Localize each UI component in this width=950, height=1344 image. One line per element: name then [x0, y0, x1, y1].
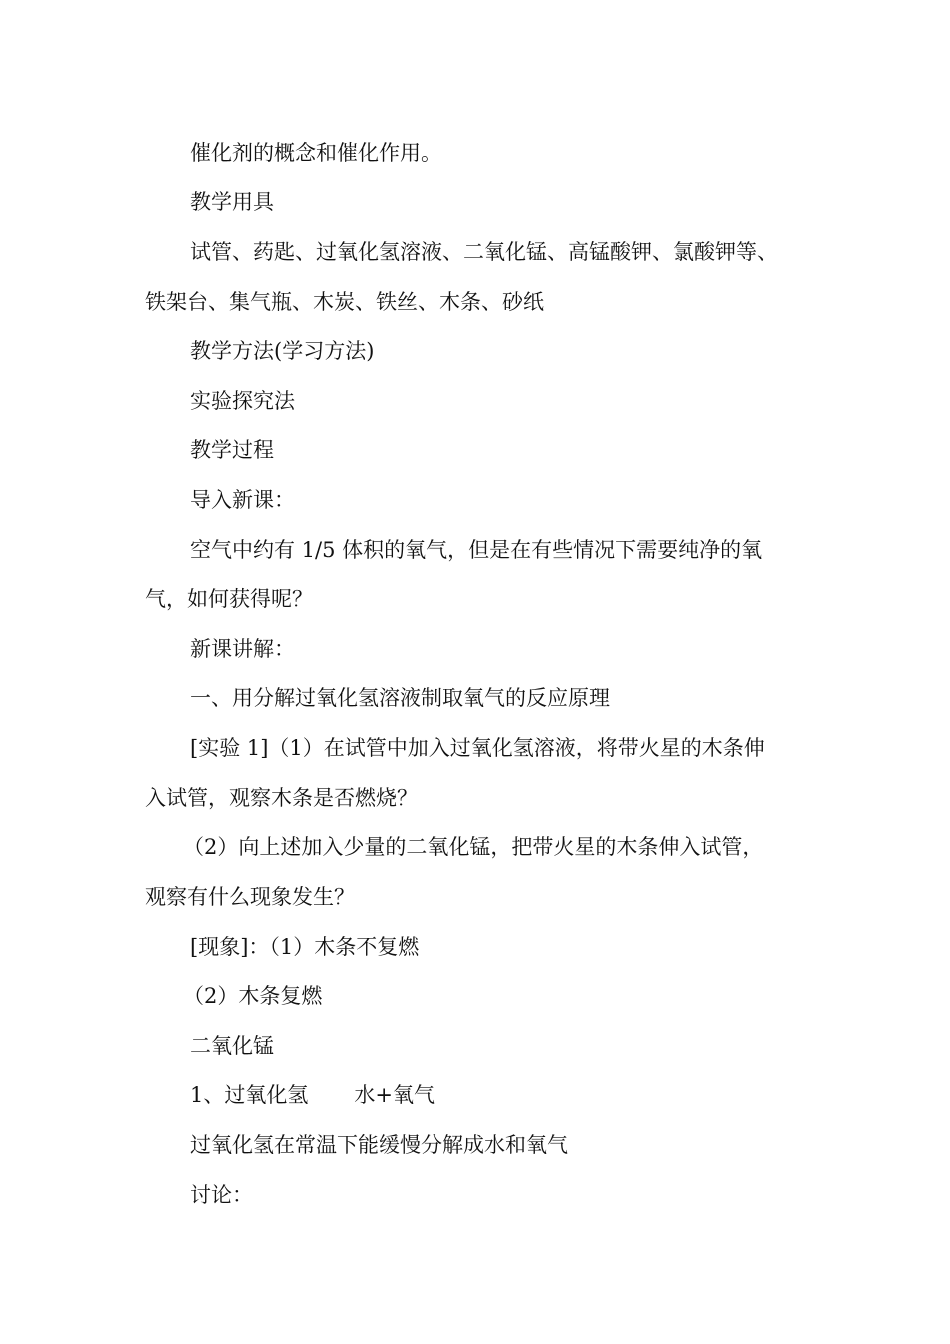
text-line: 导入新课： [190, 488, 295, 512]
text-line: 试管、药匙、过氧化氢溶液、二氧化锰、高锰酸钾、氯酸钾等、 [190, 240, 778, 264]
text-line: 一、用分解过氧化氢溶液制取氧气的反应原理 [190, 686, 610, 710]
text-line: （2）向上述加入少量的二氧化锰，把带火星的木条伸入试管， [183, 835, 764, 859]
text-line: [现象]：（1）木条不复燃 [190, 935, 420, 959]
text-line: 新课讲解： [190, 637, 295, 661]
text-line: 实验探究法 [190, 389, 295, 413]
equation-left: 1、过氧化氢 [190, 1083, 309, 1107]
text-line: 空气中约有 1/5 体积的氧气，但是在有些情况下需要纯净的氧 [190, 538, 763, 562]
text-line: 讨论： [190, 1183, 253, 1207]
text-line: （2）木条复燃 [183, 984, 323, 1008]
catalyst-label: 二氧化锰 [190, 1034, 274, 1058]
text-line: 入试管，观察木条是否燃烧？ [145, 786, 418, 810]
text-line: 催化剂的概念和催化作用。 [190, 141, 442, 165]
text-line: 过氧化氢在常温下能缓慢分解成水和氧气 [190, 1133, 568, 1157]
reaction-equation [190, 1082, 435, 1108]
section-heading: 教学用具 [190, 190, 274, 214]
equation-right: 水+氧气 [354, 1083, 435, 1107]
text-line: [实验 1]（1）在试管中加入过氧化氢溶液，将带火星的木条伸 [190, 736, 765, 760]
text-line: 观察有什么现象发生？ [145, 885, 355, 909]
section-heading: 教学过程 [190, 438, 274, 462]
section-heading: 教学方法(学习方法) [190, 339, 375, 363]
text-line: 铁架台、集气瓶、木炭、铁丝、木条、砂纸 [145, 290, 544, 314]
text-line: 气，如何获得呢？ [145, 587, 313, 611]
